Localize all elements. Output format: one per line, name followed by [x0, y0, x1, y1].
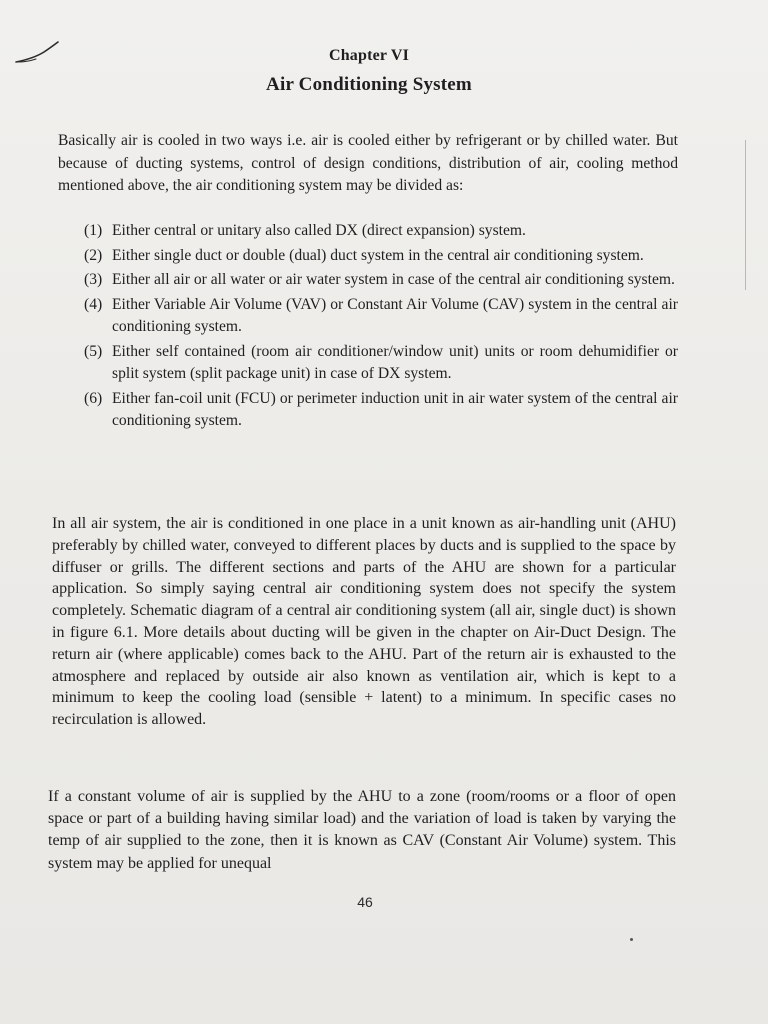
all-air-system-paragraph: In all air system, the air is conditioned in one place in a unit known as air-handling unit (AHU) preferably by chilled water, conveyed to different places by ducts and is supplied to the space by diffuser or grills. The different sections and parts of the AHU are shown for a particular application. So simply saying central air conditioning system does not specify the system completely. Schematic diagram of a central air conditioning system (all air, single duct) is shown in figure 6.1. More details about ducting will be given in the chapter on Air-Duct Design. The return air (where applicable) comes back to the AHU. Part of the return air is exhausted to the atmosphere and replaced by outside air also known as ventilation air, which is kept to a minimum to keep the cooling load (sensible + latent) to a minimum. In specific cases no recirculation is allowed.: [52, 515, 676, 729]
list-item-number: (3): [84, 271, 103, 288]
intro-paragraph: Basically air is cooled in two ways i.e. air is cooled either by refrigerant or by chilled water. But because of ducting systems, control of design conditions, distribution of air, cooling method mentioned above, the air conditioning system may be divided as:: [58, 132, 678, 194]
system-type-list: [84, 220, 678, 435]
list-item: [84, 220, 678, 243]
page-number: 46: [357, 894, 373, 910]
list-item: [84, 388, 678, 433]
list-item-number: (5): [84, 342, 103, 360]
list-item-text: Either central or unitary also called DX (direct expansion) system.: [112, 222, 526, 239]
list-item-text: Either Variable Air Volume (VAV) or Constant Air Volume (CAV) system in the central air conditioning system.: [112, 295, 678, 335]
list-item: [84, 294, 678, 339]
list-item-number: (6): [84, 389, 103, 407]
chapter-label: Chapter VI: [328, 47, 410, 64]
list-item-number: (4): [84, 295, 103, 313]
cav-system-paragraph: If a constant volume of air is supplied by the AHU to a zone (room/rooms or a floor of open space or part of a building having similar load) and the variation of load is taken by varying the temp of air supplied to the zone, then it is known as CAV (Constant Air Volume) system. This system may be applied for unequal: [48, 788, 676, 872]
list-item-text: Either self contained (room air conditioner/window unit) units or room dehumidifier or split system (split package unit) in case of DX system.: [112, 342, 678, 382]
list-item: [84, 269, 678, 292]
page-edge-line: [745, 140, 746, 290]
list-item: [84, 245, 678, 268]
list-item-number: (1): [84, 222, 103, 239]
list-item-text: Either single duct or double (dual) duct system in the central air conditioning system.: [112, 246, 644, 264]
list-item-text: Either all air or all water or air water system in case of the central air conditioning system.: [112, 271, 675, 288]
ink-dot: [630, 938, 633, 941]
chapter-title: Air Conditioning System: [266, 74, 472, 95]
list-item-number: (2): [84, 246, 103, 264]
list-item: [84, 341, 678, 386]
list-item-text: Either fan-coil unit (FCU) or perimeter induction unit in air water system of the central air conditioning system.: [112, 389, 678, 429]
